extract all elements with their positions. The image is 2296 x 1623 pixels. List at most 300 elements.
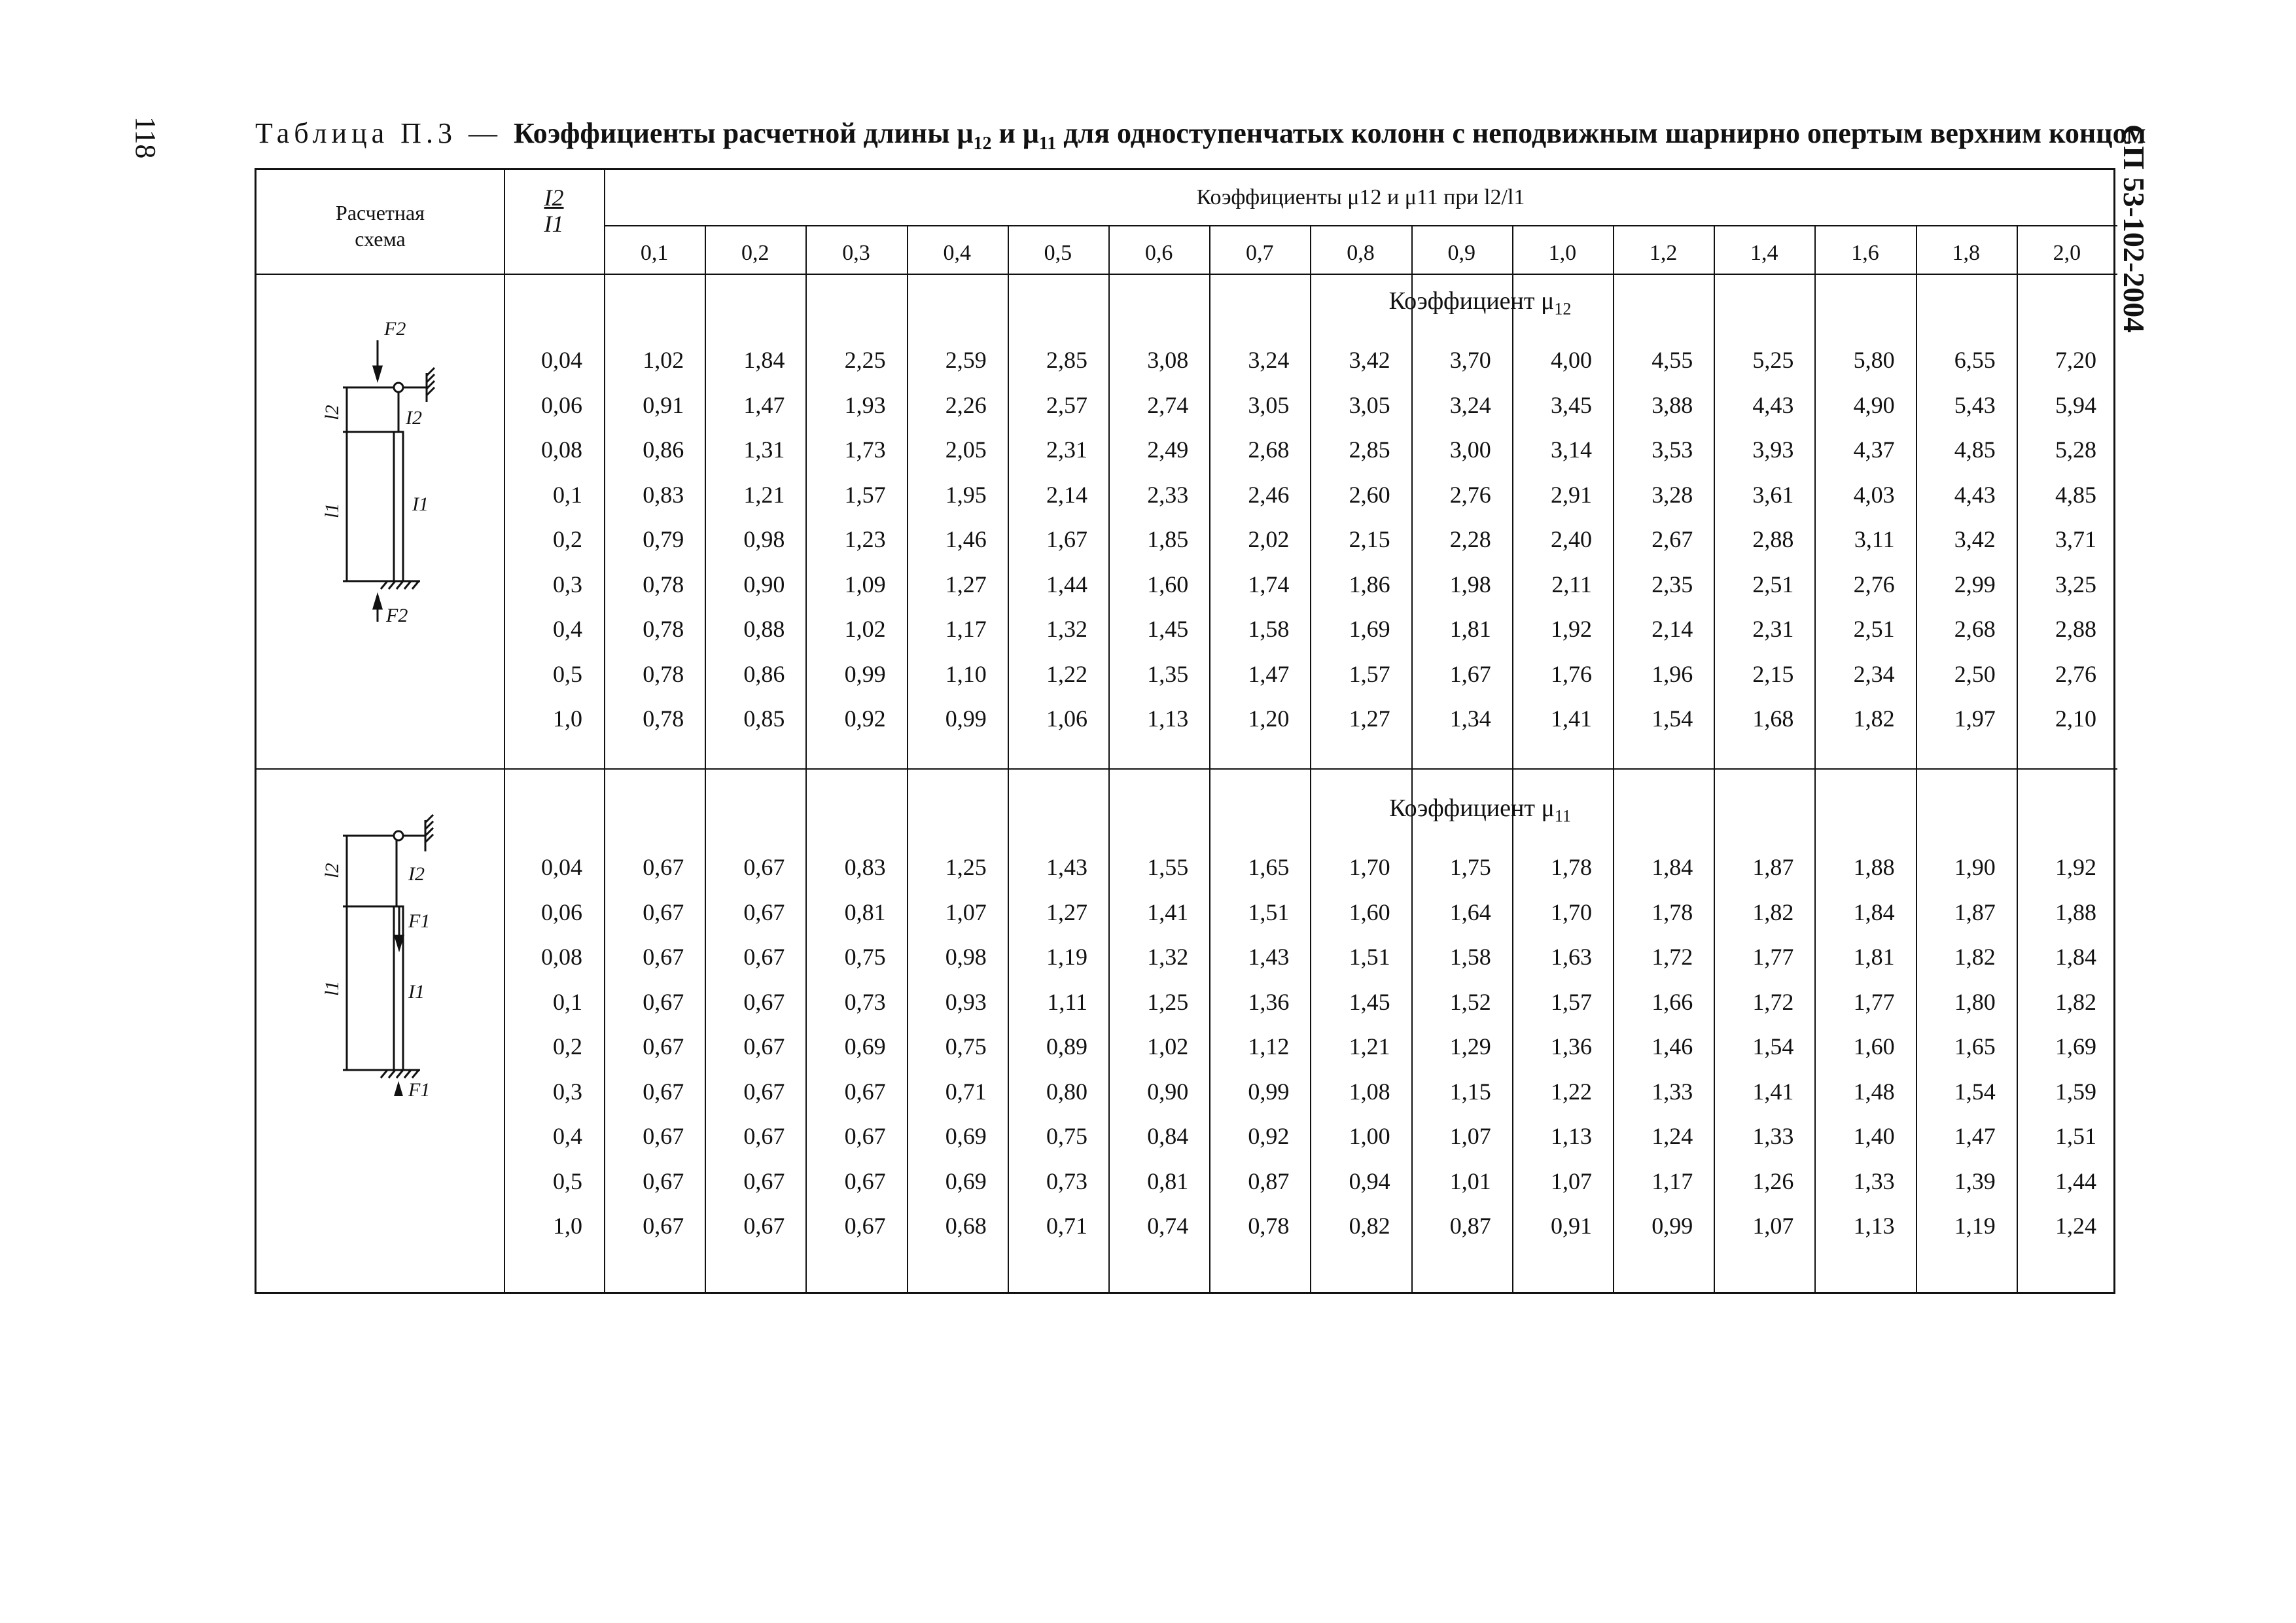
row-ratio: 1,0 [553,1213,582,1239]
row-ratio: 0,4 [553,1123,582,1149]
table-cell: 1,19 [1046,944,1087,970]
schema1-l1: l1 [321,503,343,518]
table-cell: 1,01 [1449,1168,1491,1194]
table-cell: 0,75 [1046,1123,1087,1149]
table-cell: 1,33 [1651,1078,1693,1105]
table-cell: 1,43 [1046,854,1087,880]
table-cell: 1,60 [1349,899,1390,925]
table-cell: 1,72 [1752,988,1794,1015]
table-cell: 3,42 [1954,526,1996,552]
table-cell: 0,86 [743,660,785,687]
table-cell: 1,41 [1147,899,1189,925]
table-cell: 0,67 [743,1033,785,1060]
title-part-1: Коэффициенты расчетной длины μ [513,117,974,149]
schema-1-diagram [315,314,472,622]
table-cell: 0,99 [844,660,886,687]
table-cell: 1,74 [1248,571,1290,597]
table-cell: 0,85 [743,705,785,732]
row-ratio: 0,2 [553,526,582,552]
table-cell: 0,78 [643,616,684,642]
table-cell: 2,74 [1147,391,1189,418]
table-cell: 7,20 [2055,347,2096,373]
title-sub-11: 11 [1038,133,1057,154]
table-cell: 3,00 [1449,437,1491,463]
table-cell: 1,47 [743,391,785,418]
table-cell: 1,86 [1349,571,1390,597]
table-cell: 0,67 [743,854,785,880]
table-cell: 1,48 [1853,1078,1895,1105]
table-cell: 1,17 [1651,1168,1693,1194]
table-cell: 0,87 [1248,1168,1290,1194]
table-cell: 2,76 [1449,481,1491,508]
table-cell: 0,81 [844,899,886,925]
table-cell: 0,67 [643,899,684,925]
table-cell: 1,22 [1550,1078,1592,1105]
table-cell: 5,25 [1752,347,1794,373]
table-cell: 0,67 [643,1213,684,1239]
table-cell: 1,06 [1046,705,1087,732]
table-cell: 1,17 [945,616,987,642]
page-number: 118 [130,116,162,159]
table-cell: 2,57 [1046,391,1087,418]
table-cell: 0,69 [945,1168,987,1194]
column-header: 2,0 [2053,241,2081,265]
table-cell: 1,15 [1449,1078,1491,1105]
schema2-l2: l2 [321,863,343,878]
table-cell: 1,54 [1954,1078,1996,1105]
schema2-i1: I1 [408,981,425,1003]
table-cell: 1,19 [1954,1213,1996,1239]
table-cell: 2,91 [1550,481,1592,508]
table-cell: 2,88 [2055,616,2096,642]
table-cell: 1,41 [1752,1078,1794,1105]
table-cell: 1,72 [1651,944,1693,970]
table-cell: 1,07 [945,899,987,925]
table-cell: 1,51 [1349,944,1390,970]
table-cell: 1,65 [1954,1033,1996,1060]
table-cell: 1,24 [1651,1123,1693,1149]
table-cell: 3,08 [1147,347,1189,373]
table-cell: 3,24 [1248,347,1290,373]
table-cell: 3,71 [2055,526,2096,552]
table-cell: 2,40 [1550,526,1592,552]
row-ratio: 1,0 [553,705,582,732]
table-cell: 1,02 [844,616,886,642]
table-cell: 0,78 [643,571,684,597]
table-cell: 3,25 [2055,571,2096,597]
table-cell: 2,51 [1853,616,1895,642]
table-cell: 2,25 [844,347,886,373]
table-cell: 0,98 [945,944,987,970]
table-cell: 2,14 [1046,481,1087,508]
row-ratio: 0,1 [553,988,582,1015]
table-cell: 1,47 [1248,660,1290,687]
column-header: 1,2 [1649,241,1678,265]
table-cell: 2,02 [1248,526,1290,552]
table-cell: 1,77 [1853,988,1895,1015]
table-cell: 0,81 [1147,1168,1189,1194]
table-cell: 0,67 [743,1078,785,1105]
table-cell: 5,80 [1853,347,1895,373]
table-cell: 1,52 [1449,988,1491,1015]
table-cell: 0,67 [743,899,785,925]
table-cell: 1,07 [1752,1213,1794,1239]
table-cell: 1,40 [1853,1123,1895,1149]
table-cell: 2,28 [1449,526,1491,552]
table-cell: 3,42 [1349,347,1390,373]
table-cell: 1,45 [1349,988,1390,1015]
row-ratio: 0,08 [541,437,582,463]
table-cell: 1,10 [945,660,987,687]
table-cell: 0,73 [1046,1168,1087,1194]
table-cell: 1,51 [2055,1123,2096,1149]
table-cell: 1,36 [1248,988,1290,1015]
table-cell: 0,75 [945,1033,987,1060]
table-cell: 1,21 [1349,1033,1390,1060]
table-cell: 1,27 [1046,899,1087,925]
table-cell: 1,55 [1147,854,1189,880]
table-cell: 0,67 [643,1168,684,1194]
table-cell: 1,75 [1449,854,1491,880]
column-header: 0,6 [1144,241,1173,265]
table-cell: 1,82 [2055,988,2096,1015]
table-cell: 1,21 [743,481,785,508]
table-cell: 1,27 [1349,705,1390,732]
table-cell: 1,57 [844,481,886,508]
table-cell: 0,99 [1248,1078,1290,1105]
table-cell: 1,76 [1550,660,1592,687]
table-cell: 1,33 [1853,1168,1895,1194]
schema2-i2: I2 [408,863,425,885]
table-cell: 1,07 [1449,1123,1491,1149]
schema1-f-top: F2 [384,318,406,340]
table-cell: 1,66 [1651,988,1693,1015]
table-cell: 2,50 [1954,660,1996,687]
table-cell: 1,34 [1449,705,1491,732]
table-cell: 1,29 [1449,1033,1491,1060]
table-cell: 0,74 [1147,1213,1189,1239]
coefficient-table [255,168,2115,1294]
table-cell: 3,05 [1349,391,1390,418]
table-cell: 6,55 [1954,347,1996,373]
table-cell: 2,05 [945,437,987,463]
table-cell: 0,67 [844,1213,886,1239]
table-cell: 4,37 [1853,437,1895,463]
table-cell: 5,28 [2055,437,2096,463]
row-ratio: 0,5 [553,1168,582,1194]
table-cell: 1,68 [1752,705,1794,732]
table-cell: 0,83 [643,481,684,508]
table-cell: 1,88 [1853,854,1895,880]
table-cell: 1,27 [945,571,987,597]
table-cell: 1,54 [1752,1033,1794,1060]
table-cell: 0,73 [844,988,886,1015]
table-cell: 2,76 [1853,571,1895,597]
table-cell: 1,82 [1853,705,1895,732]
row-ratio: 0,08 [541,944,582,970]
table-cell: 2,68 [1954,616,1996,642]
table-cell: 0,99 [945,705,987,732]
schema1-l2: l2 [321,404,343,420]
section1-title [1140,287,1820,319]
table-cell: 0,90 [1147,1078,1189,1105]
schema1-i1: I1 [412,493,429,515]
table-cell: 1,13 [1147,705,1189,732]
table-cell: 3,05 [1248,391,1290,418]
schema2-l1: l1 [321,980,343,996]
table-cell: 1,80 [1954,988,1996,1015]
table-cell: 1,12 [1248,1033,1290,1060]
table-cell: 0,87 [1449,1213,1491,1239]
title-main [513,117,2146,154]
table-cell: 0,91 [643,391,684,418]
table-cell: 1,24 [2055,1213,2096,1239]
table-cell: 0,80 [1046,1078,1087,1105]
table-cell: 1,58 [1449,944,1491,970]
table-title [255,116,2146,154]
table-cell: 2,33 [1147,481,1189,508]
table-cell: 3,28 [1651,481,1693,508]
table-cell: 3,53 [1651,437,1693,463]
table-cell: 0,67 [743,988,785,1015]
table-cell: 1,70 [1349,854,1390,880]
column-header: 0,2 [741,241,769,265]
table-cell: 0,67 [643,1033,684,1060]
table-cell: 1,31 [743,437,785,463]
table-cell: 1,90 [1954,854,1996,880]
table-cell: 4,03 [1853,481,1895,508]
row-ratio: 0,06 [541,899,582,925]
row-ratio: 0,3 [553,1078,582,1105]
table-cell: 1,44 [1046,571,1087,597]
table-cell: 2,11 [1551,571,1592,597]
table-cell: 1,57 [1550,988,1592,1015]
table-cell: 1,85 [1147,526,1189,552]
table-cell: 1,92 [1550,616,1592,642]
title-part-3: для одноступенчатых колонн с неподвижным шарнирно опертым верхним концом [1056,117,2146,149]
table-cell: 1,08 [1349,1078,1390,1105]
table-cell: 2,14 [1651,616,1693,642]
schema2-f-bottom: F1 [408,1079,431,1096]
table-cell: 1,00 [1349,1123,1390,1149]
table-cell: 3,61 [1752,481,1794,508]
table-cell: 4,43 [1954,481,1996,508]
table-cell: 0,79 [643,526,684,552]
column-header: 1,6 [1851,241,1879,265]
table-cell: 0,92 [1248,1123,1290,1149]
table-cell: 5,43 [1954,391,1996,418]
table-cell: 1,46 [1651,1033,1693,1060]
table-cell: 0,78 [1248,1213,1290,1239]
table-cell: 0,86 [643,437,684,463]
table-cell: 1,02 [643,347,684,373]
table-cell: 1,84 [1651,854,1693,880]
table-cell: 0,67 [643,1078,684,1105]
table-cell: 1,35 [1147,660,1189,687]
title-sub-12: 12 [973,133,992,154]
table-cell: 0,67 [743,1213,785,1239]
row-ratio: 0,04 [541,854,582,880]
ratio-header-bottom: I1 [544,211,564,237]
row-ratio: 0,4 [553,616,582,642]
table-cell: 1,23 [844,526,886,552]
table-cell: 0,67 [844,1078,886,1105]
table-cell: 1,67 [1046,526,1087,552]
table-cell: 2,68 [1248,437,1290,463]
table-cell: 1,95 [945,481,987,508]
table-cell: 0,90 [743,571,785,597]
row-ratio: 0,2 [553,1033,582,1060]
table-cell: 1,78 [1651,899,1693,925]
table-cell: 1,32 [1046,616,1087,642]
table-cell: 0,84 [1147,1123,1189,1149]
ratio-header-top: I2 [544,185,564,211]
table-cell: 1,02 [1147,1033,1189,1060]
column-header: 0,7 [1246,241,1274,265]
table-cell: 1,81 [1449,616,1491,642]
table-cell: 0,67 [743,1168,785,1194]
table-cell: 1,60 [1853,1033,1895,1060]
table-cell: 2,34 [1853,660,1895,687]
section1-title-sub: 12 [1554,299,1572,319]
table-cell: 5,94 [2055,391,2096,418]
table-cell: 2,15 [1752,660,1794,687]
table-cell: 1,96 [1651,660,1693,687]
table-cell: 1,88 [2055,899,2096,925]
table-cell: 0,98 [743,526,785,552]
table-cell: 1,92 [2055,854,2096,880]
table-cell: 4,85 [1954,437,1996,463]
table-cell: 1,69 [2055,1033,2096,1060]
table-cell: 1,47 [1954,1123,1996,1149]
table-cell: 1,64 [1449,899,1491,925]
table-cell: 2,60 [1349,481,1390,508]
table-cell: 2,26 [945,391,987,418]
table-cell: 0,91 [1550,1213,1592,1239]
table-cell: 0,83 [844,854,886,880]
schema1-i2: I2 [406,407,422,429]
table-cell: 1,67 [1449,660,1491,687]
table-cell: 3,45 [1550,391,1592,418]
table-cell: 2,51 [1752,571,1794,597]
section2-title-sub: 11 [1554,806,1571,826]
table-cell: 0,67 [743,944,785,970]
table-cell: 2,31 [1046,437,1087,463]
table-cell: 0,67 [643,944,684,970]
table-cell: 1,13 [1853,1213,1895,1239]
table-cell: 2,46 [1248,481,1290,508]
row-ratio: 0,1 [553,481,582,508]
document-code: СП 53-102-2004 [2117,124,2151,333]
section1-title-prefix: Коэффициент μ [1388,287,1555,315]
table-cell: 0,67 [844,1168,886,1194]
table-cell: 0,71 [945,1078,987,1105]
title-lead: Таблица П.3 — [255,117,514,149]
column-header: 1,8 [1952,241,1980,265]
ratio-header [504,185,604,237]
title-part-2: и μ [991,117,1039,149]
table-cell: 0,67 [643,988,684,1015]
table-cell: 0,94 [1349,1168,1390,1194]
table-cell: 1,98 [1449,571,1491,597]
table-cell: 1,09 [844,571,886,597]
schema2-f-mid: F1 [408,910,431,932]
table-cell: 2,88 [1752,526,1794,552]
table-cell: 0,88 [743,616,785,642]
table-cell: 1,39 [1954,1168,1996,1194]
table-cell: 0,67 [643,854,684,880]
table-cell: 4,85 [2055,481,2096,508]
table-cell: 0,82 [1349,1213,1390,1239]
row-ratio: 0,04 [541,347,582,373]
table-cell: 1,13 [1550,1123,1592,1149]
table-cell: 1,33 [1752,1123,1794,1149]
column-header: 1,4 [1750,241,1778,265]
table-cell: 2,49 [1147,437,1189,463]
schema-header-line2: схема [355,227,406,251]
row-ratio: 0,3 [553,571,582,597]
table-cell: 0,69 [945,1123,987,1149]
table-cell: 1,87 [1752,854,1794,880]
table-cell: 1,25 [1147,988,1189,1015]
table-cell: 1,46 [945,526,987,552]
table-cell: 4,00 [1550,347,1592,373]
table-cell: 0,67 [743,1123,785,1149]
table-cell: 0,71 [1046,1213,1087,1239]
table-cell: 0,69 [844,1033,886,1060]
table-cell: 1,43 [1248,944,1290,970]
table-cell: 1,82 [1752,899,1794,925]
table-cell: 1,41 [1550,705,1592,732]
table-cell: 0,92 [844,705,886,732]
table-cell: 1,11 [1047,988,1087,1015]
section2-title [1140,794,1820,827]
schema-header-line1: Расчетная [336,201,425,224]
table-cell: 2,76 [2055,660,2096,687]
table-cell: 1,87 [1954,899,1996,925]
table-cell: 1,44 [2055,1168,2096,1194]
table-cell: 1,93 [844,391,886,418]
table-cell: 2,99 [1954,571,1996,597]
table-cell: 0,68 [945,1213,987,1239]
table-cell: 2,15 [1349,526,1390,552]
table-cell: 3,88 [1651,391,1693,418]
table-cell: 0,78 [643,660,684,687]
table-cell: 2,31 [1752,616,1794,642]
column-header: 0,3 [842,241,870,265]
table-cell: 1,22 [1046,660,1087,687]
coef-group-header: Коэффициенты μ12 и μ11 при l2/l1 [1196,185,1525,209]
table-cell: 1,65 [1248,854,1290,880]
table-cell: 1,77 [1752,944,1794,970]
section2-title-prefix: Коэффициент μ [1389,794,1555,822]
table-cell: 1,69 [1349,616,1390,642]
column-header: 1,0 [1548,241,1577,265]
table-cell: 1,84 [2055,944,2096,970]
table-cell: 3,24 [1449,391,1491,418]
table-cell: 1,26 [1752,1168,1794,1194]
table-cell: 0,78 [643,705,684,732]
table-cell: 1,51 [1248,899,1290,925]
table-cell: 2,35 [1651,571,1693,597]
table-cell: 1,82 [1954,944,1996,970]
column-header: 0,4 [943,241,971,265]
section-divider [256,768,2117,770]
header-bottom-border [256,274,2117,275]
group-header-border [604,225,2117,226]
table-cell: 4,90 [1853,391,1895,418]
table-cell: 2,67 [1651,526,1693,552]
